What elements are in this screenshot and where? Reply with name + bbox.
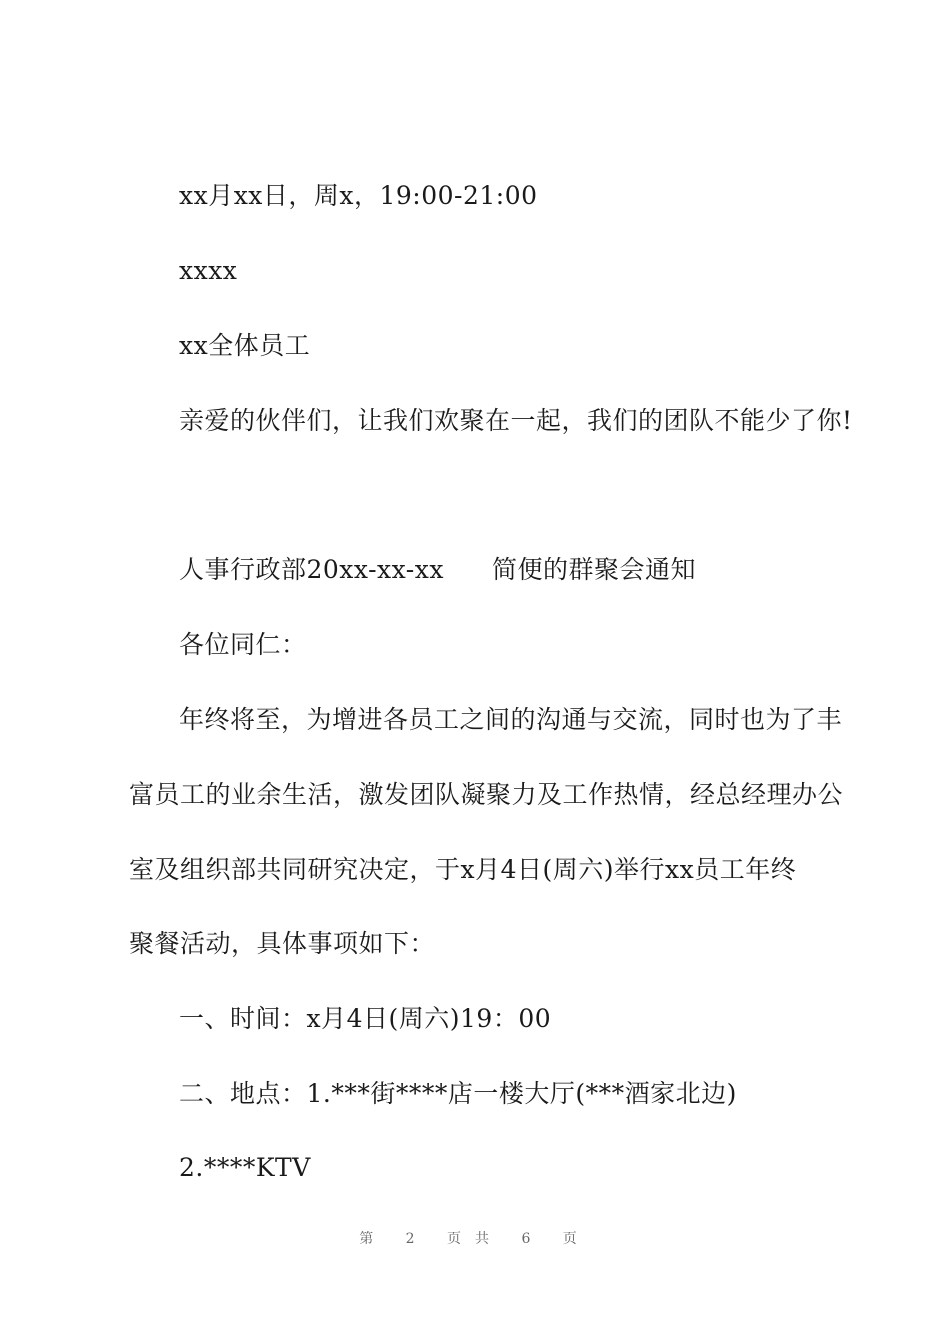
location-item-line-2: 2.****KTV [179, 1153, 311, 1182]
notice-title: 简便的群聚会通知 [492, 555, 697, 584]
event-attendees-line: xx全体员工 [179, 331, 311, 360]
invitation-message-line: 亲爱的伙伴们，让我们欢聚在一起，我们的团队不能少了你! [179, 406, 853, 435]
event-venue-line: xxxx [179, 256, 238, 285]
issuer-date-line: 人事行政部20xx-xx-xx [179, 555, 444, 584]
event-datetime-line: xx月xx日，周x，19:00-21:00 [179, 181, 538, 210]
body-paragraph-line-1: 年终将至，为增进各员工之间的沟通与交流，同时也为了丰 [179, 705, 843, 734]
body-paragraph-line-3: 室及组织部共同研究决定，于x月4日(周六)举行xx员工年终 [129, 855, 797, 884]
location-item-line: 二、地点：1.***街****店一楼大厅(***酒家北边) [179, 1079, 737, 1108]
salutation-line: 各位同仁： [179, 630, 307, 659]
body-paragraph-line-4: 聚餐活动，具体事项如下： [129, 929, 436, 958]
page-number-footer: 第 2 页共 6 页 [359, 1231, 591, 1247]
body-paragraph-line-2: 富员工的业余生活，激发团队凝聚力及工作热情，经总经理办公 [129, 780, 844, 809]
time-item-line: 一、时间：x月4日(周六)19：00 [179, 1004, 552, 1033]
